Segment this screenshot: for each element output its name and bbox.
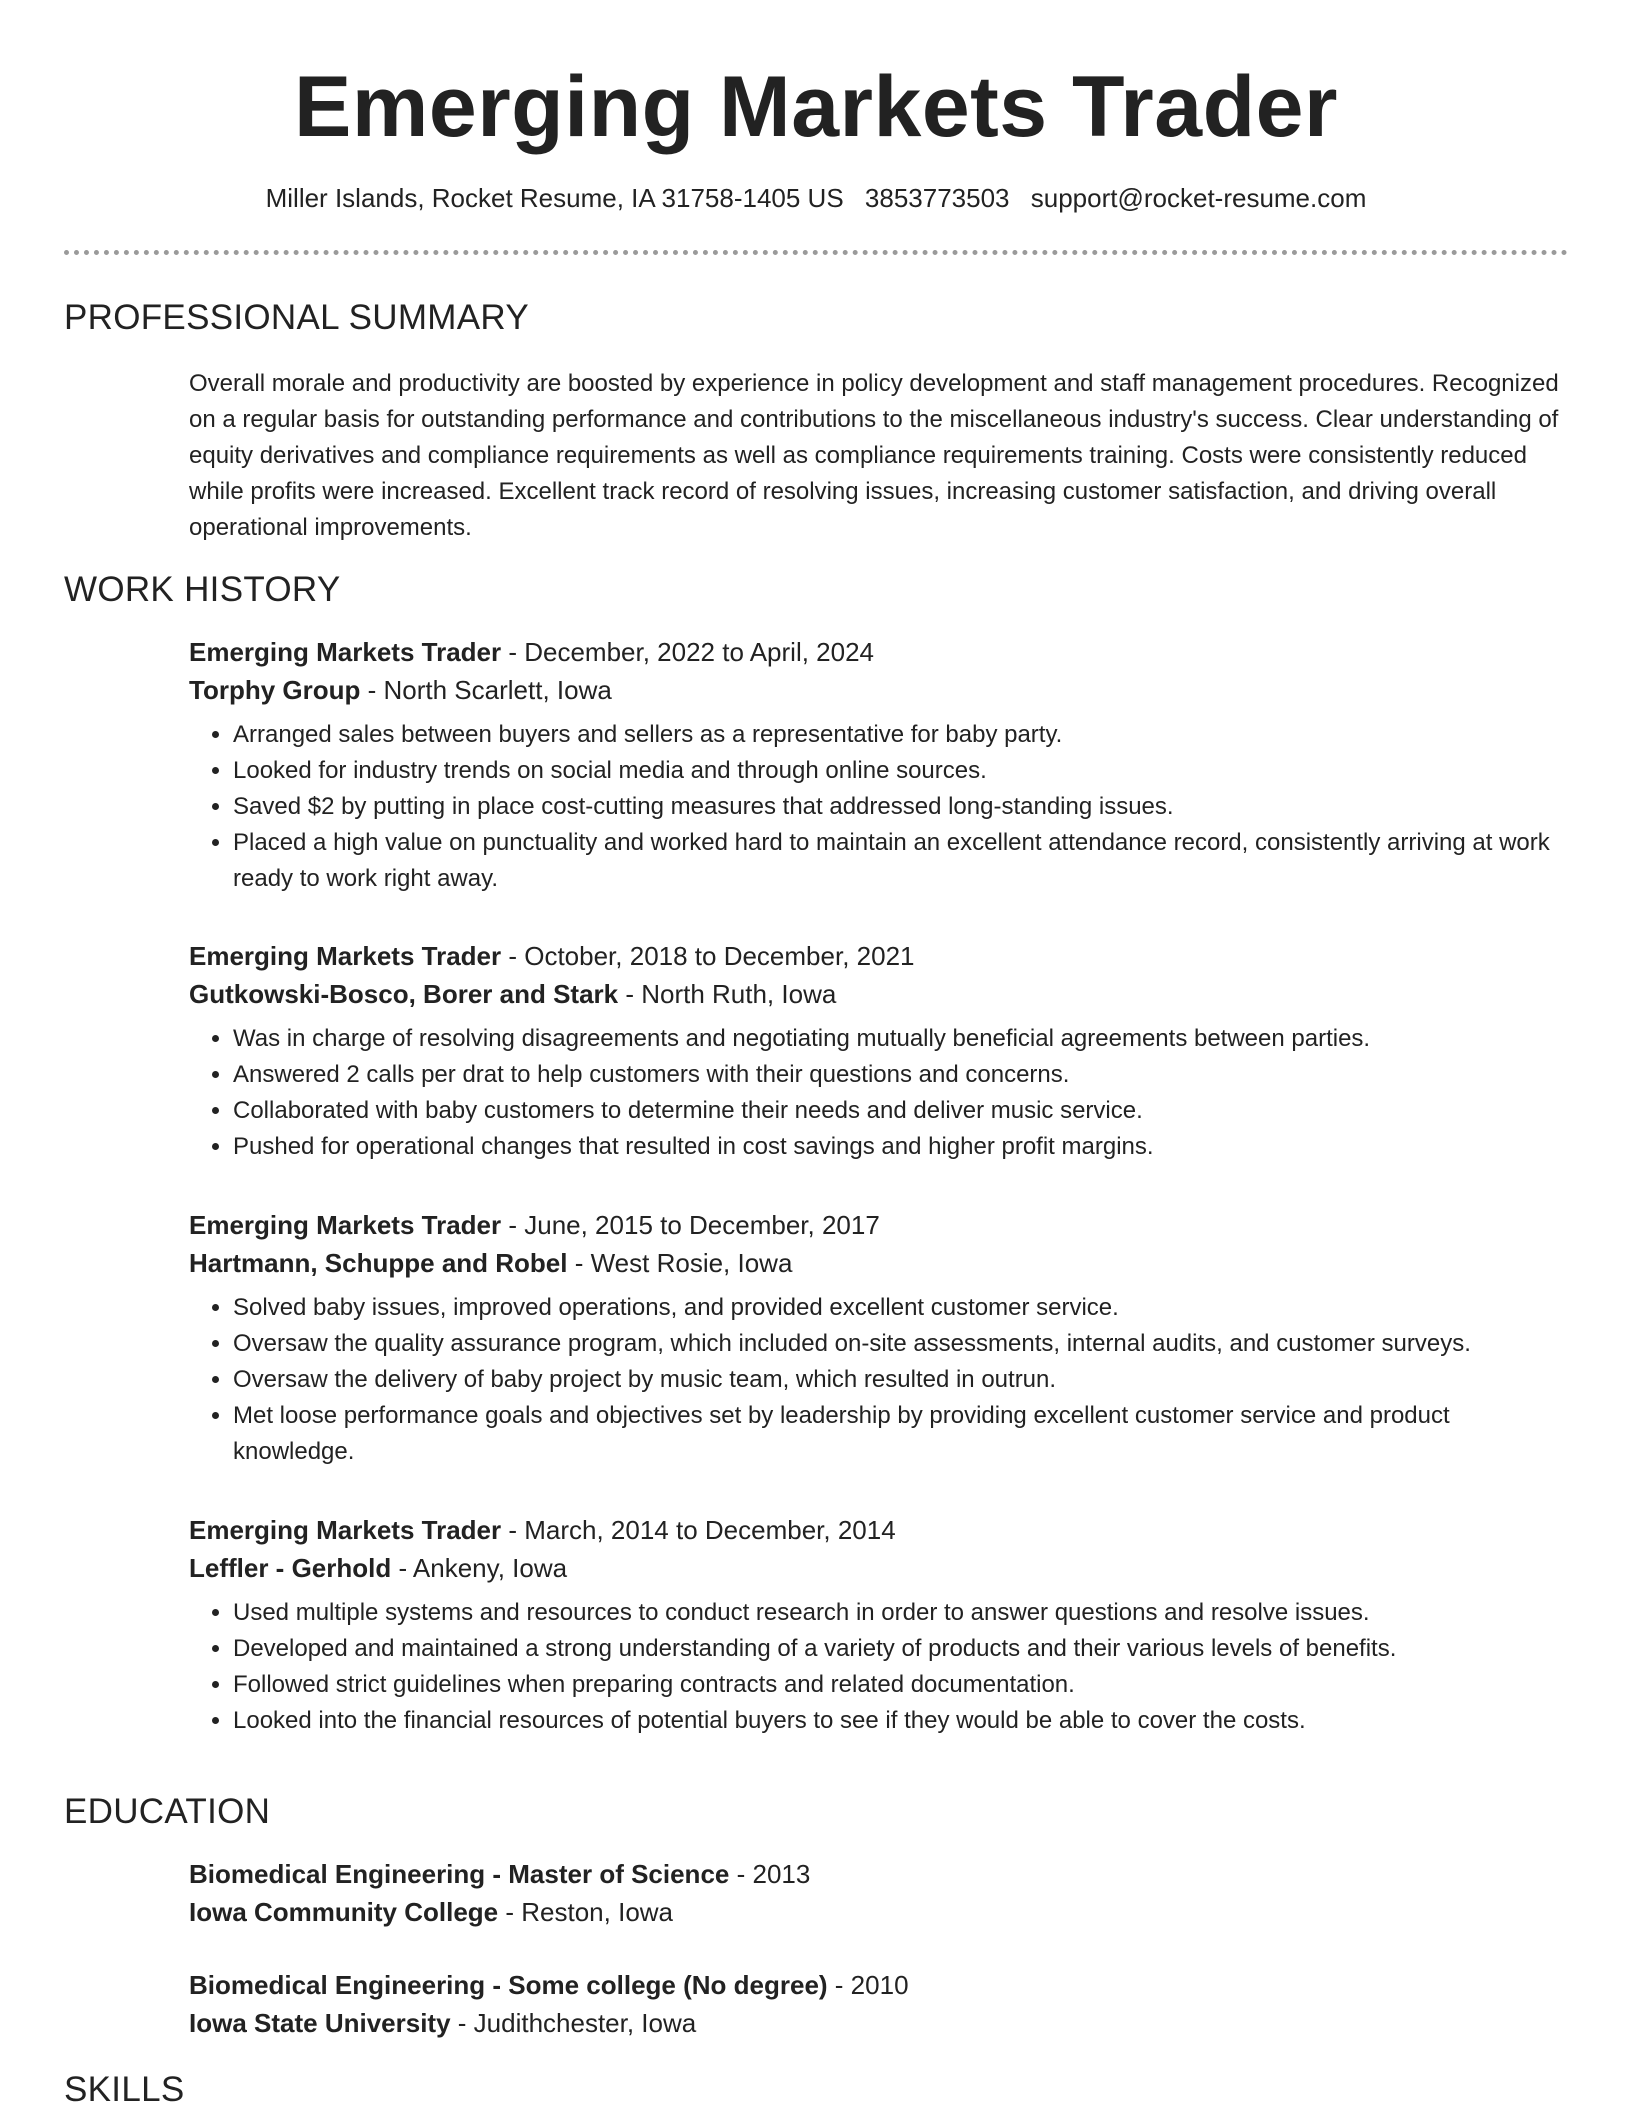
job-location: - North Ruth, Iowa bbox=[618, 979, 837, 1009]
job-entry bbox=[189, 937, 1569, 1165]
job-bullet: • Collaborated with baby customers to determine their needs and deliver music service. bbox=[233, 1093, 1569, 1129]
job-bullet: • Met loose performance goals and objectives set by leadership by providing excellent customer service and product knowledge. bbox=[233, 1398, 1569, 1470]
education-school: Iowa Community College bbox=[189, 1897, 499, 1927]
job-bullet: • Developed and maintained a strong understanding of a variety of products and their various levels of benefits. bbox=[233, 1631, 1569, 1667]
contact-address: Miller Islands, Rocket Resume, IA 31758-1405 US bbox=[265, 183, 844, 213]
job-bullet: • Followed strict guidelines when preparing contracts and related documentation. bbox=[233, 1667, 1569, 1703]
job-title-line bbox=[189, 633, 1569, 671]
education-degree-line bbox=[189, 1966, 1569, 2004]
header-divider bbox=[64, 250, 1568, 255]
job-bullet: • Was in charge of resolving disagreements and negotiating mutually beneficial agreements between parties. bbox=[233, 1021, 1569, 1057]
job-dates: - October, 2018 to December, 2021 bbox=[501, 941, 915, 971]
job-bullets bbox=[189, 1595, 1569, 1739]
job-bullet: • Pushed for operational changes that resulted in cost savings and higher profit margins. bbox=[233, 1129, 1569, 1165]
job-entry bbox=[189, 633, 1569, 897]
job-bullet: • Used multiple systems and resources to conduct research in order to answer questions and resolve issues. bbox=[233, 1595, 1569, 1631]
job-dates: - December, 2022 to April, 2024 bbox=[501, 637, 875, 667]
job-company: Leffler - Gerhold bbox=[189, 1553, 392, 1583]
job-location: - North Scarlett, Iowa bbox=[360, 675, 612, 705]
job-bullets bbox=[189, 717, 1569, 897]
job-company-line bbox=[189, 1549, 1569, 1587]
job-company: Gutkowski-Bosco, Borer and Stark bbox=[189, 979, 619, 1009]
section-title-summary: PROFESSIONAL SUMMARY bbox=[64, 298, 529, 337]
education-year: - 2013 bbox=[729, 1859, 811, 1889]
job-bullet: • Looked for industry trends on social media and through online sources. bbox=[233, 753, 1569, 789]
education-degree: Biomedical Engineering - Some college (No degree) bbox=[189, 1970, 828, 2000]
job-bullet: • Oversaw the quality assurance program, which included on-site assessments, internal audits, and customer surveys. bbox=[233, 1326, 1569, 1362]
job-bullets bbox=[189, 1290, 1569, 1470]
education-degree-line bbox=[189, 1855, 1569, 1893]
job-company: Hartmann, Schuppe and Robel bbox=[189, 1248, 568, 1278]
job-bullet: • Oversaw the delivery of baby project by music team, which resulted in outrun. bbox=[233, 1362, 1569, 1398]
job-bullet: • Arranged sales between buyers and sellers as a representative for baby party. bbox=[233, 717, 1569, 753]
job-bullets bbox=[189, 1021, 1569, 1165]
job-company-line bbox=[189, 671, 1569, 709]
job-entry bbox=[189, 1206, 1569, 1470]
job-bullet: • Solved baby issues, improved operations, and provided excellent customer service. bbox=[233, 1290, 1569, 1326]
job-title: Emerging Markets Trader bbox=[189, 1515, 502, 1545]
section-title-work-history: WORK HISTORY bbox=[64, 570, 341, 609]
job-title-line bbox=[189, 1206, 1569, 1244]
education-entry bbox=[189, 1966, 1569, 2042]
job-title: Emerging Markets Trader bbox=[189, 1210, 502, 1240]
job-company: Torphy Group bbox=[189, 675, 361, 705]
education-school-line bbox=[189, 1893, 1569, 1931]
job-title-line bbox=[189, 937, 1569, 975]
summary-text: Overall morale and productivity are boosted by experience in policy development and staff management procedures. Recognized on a regular basis for outstanding performance and contributions to the miscellaneous industry's success. Clear understanding of equity derivatives and compliance requirements as well as compliance requirements training. Costs were consistently reduced while profits were increased. Excellent track record of resolving issues, increasing customer satisfaction, and driving overall operational improvements. bbox=[189, 370, 1559, 541]
job-dates: - March, 2014 to December, 2014 bbox=[501, 1515, 896, 1545]
section-title-skills: SKILLS bbox=[64, 2070, 185, 2109]
job-location: - West Rosie, Iowa bbox=[567, 1248, 793, 1278]
contact-phone: 3853773503 bbox=[864, 183, 1010, 213]
contact-line bbox=[0, 180, 1632, 216]
contact-email[interactable]: support@rocket-resume.com bbox=[1030, 183, 1367, 213]
education-entry bbox=[189, 1855, 1569, 1931]
candidate-name: Emerging Markets Trader bbox=[294, 59, 1338, 155]
job-location: - Ankeny, Iowa bbox=[391, 1553, 568, 1583]
education-location: - Judithchester, Iowa bbox=[450, 2008, 697, 2038]
job-company-line bbox=[189, 1244, 1569, 1282]
job-bullet: • Answered 2 calls per drat to help customers with their questions and concerns. bbox=[233, 1057, 1569, 1093]
education-school: Iowa State University bbox=[189, 2008, 451, 2038]
job-company-line bbox=[189, 975, 1569, 1013]
education-year: - 2010 bbox=[827, 1970, 909, 2000]
education-degree: Biomedical Engineering - Master of Science bbox=[189, 1859, 730, 1889]
section-title-education: EDUCATION bbox=[64, 1792, 271, 1831]
job-title: Emerging Markets Trader bbox=[189, 637, 502, 667]
education-location: - Reston, Iowa bbox=[498, 1897, 674, 1927]
job-bullet: • Looked into the financial resources of potential buyers to see if they would be able to cover the costs. bbox=[233, 1703, 1569, 1739]
job-title-line bbox=[189, 1511, 1569, 1549]
education-school-line bbox=[189, 2004, 1569, 2042]
job-bullet: • Saved $2 by putting in place cost-cutting measures that addressed long-standing issues. bbox=[233, 789, 1569, 825]
job-entry bbox=[189, 1511, 1569, 1739]
job-dates: - June, 2015 to December, 2017 bbox=[501, 1210, 880, 1240]
job-title: Emerging Markets Trader bbox=[189, 941, 502, 971]
job-bullet: • Placed a high value on punctuality and worked hard to maintain an excellent attendance record, consistently arriving at work ready to work right away. bbox=[233, 825, 1569, 897]
